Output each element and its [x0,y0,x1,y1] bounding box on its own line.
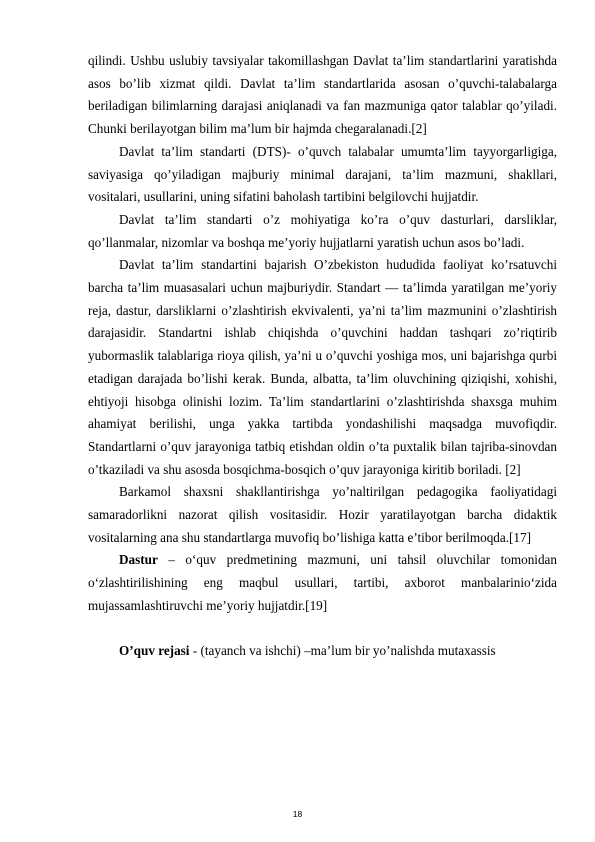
paragraph-control-tool: Barkamol shaxsni shakllantirishga yo’naltirilgan pedagogika faoliyatidagi samaradorlikni nazorat qilish vositasidir. Hozir yaratilayotgan barcha didaktik vositalarning ana shu standartlarga muvofiq bo’lishiga katta e’tibor berilmoqda.[17] [88,484,557,545]
term-dastur: Dastur [119,552,158,568]
paragraph-intro: qilindi. Ushbu uslubiy tavsiyalar takomillashgan Davlat ta’lim standartlarini yaratishda asos bo’lib xizmat qildi. Davlat ta’lim standartlarida asosan o’quvchi-talabalarga beriladigan bilimlarning darajasi aniqlanadi va fan mazmuniga qator talablar qo’yiladi. Chunki berilayotgan bilim ma’lum bir hajmda chegaralanadi.[2] [88,53,557,137]
term-oquv-rejasi: O’quv rejasi [119,643,190,659]
definition-oquv-rejasi [88,640,557,663]
page-body [88,50,557,663]
definition-dastur [88,549,557,617]
paragraph-dts-essence: Davlat ta’lim standarti o’z mohiyatiga ko’ra o’quv dasturlari, darsliklar, qo’llanmalar, nizomlar va boshqa me’yoriy hujjatlarni yaratish uchun asos bo’ladi. [88,211,557,250]
paragraph-dts-implementation: Davlat ta’lim standartini bajarish O’zbekiston hududida faoliyat ko’rsatuvchi barcha ta’lim muasasalari uchun majburiydir. Standart — ta’limda yaratilgan me’yoriy reja, dastur, darsliklarni o’zlashtirish ekvivalenti, ya’ni ta’lim mazmunini o’zlashtirish darajasidir. Standartni ishlab chiqishda o’quvchini haddan tashqari zo’riqtirib yubormaslik talablariga rioya qilish, ya’ni u o’quvchi yoshiga mos, uni bajarishga qurbi etadigan darajada bo’lishi kerak. Bunda, albatta, ta’lim oluvchining qiziqishi, xohishi, ehtiyoji hisobga olinishi lozim. Ta’lim standartlarini o’zlashtirishda shaxsga muhim ahamiyat berilishi, unga yakka tartibda yondashilishi maqsadga muvofiqdir. Standartlarni o’quv jarayoniga tatbiq etishdan oldin o’ta puxtalik bilan tajriba-sinovdan o’tkaziladi va shu asosda bosqichma-bosqich o’quv jarayoniga kiritib boriladi. [2] [88,257,557,477]
definition-dastur-text: – o‘quv predmetining mazmuni, uni tahsil oluvchilar tomonidan o‘zlashtirilishining eng maqbul usullari, tartibi, axborot manbalarinio‘zida mujassamlashtiruvchi me’yoriy hujjatdir.[19] [88,552,557,613]
paragraph-dts-definition: Davlat ta’lim standarti (DTS)- o’quvch talabalar umumta’lim tayyorgarligiga, saviyasiga qo’yiladigan majburiy minimal darajani, ta’lim mazmuni, shakllari, vositalari, usullarini, uning sifatini baholash tartibini belgilovchi hujjatdir. [88,143,557,205]
page-number: 18 [292,809,303,819]
definition-oquv-rejasi-text: - (tayanch va ishchi) –ma’lum bir yo’nalishda mutaxassis [189,643,496,659]
